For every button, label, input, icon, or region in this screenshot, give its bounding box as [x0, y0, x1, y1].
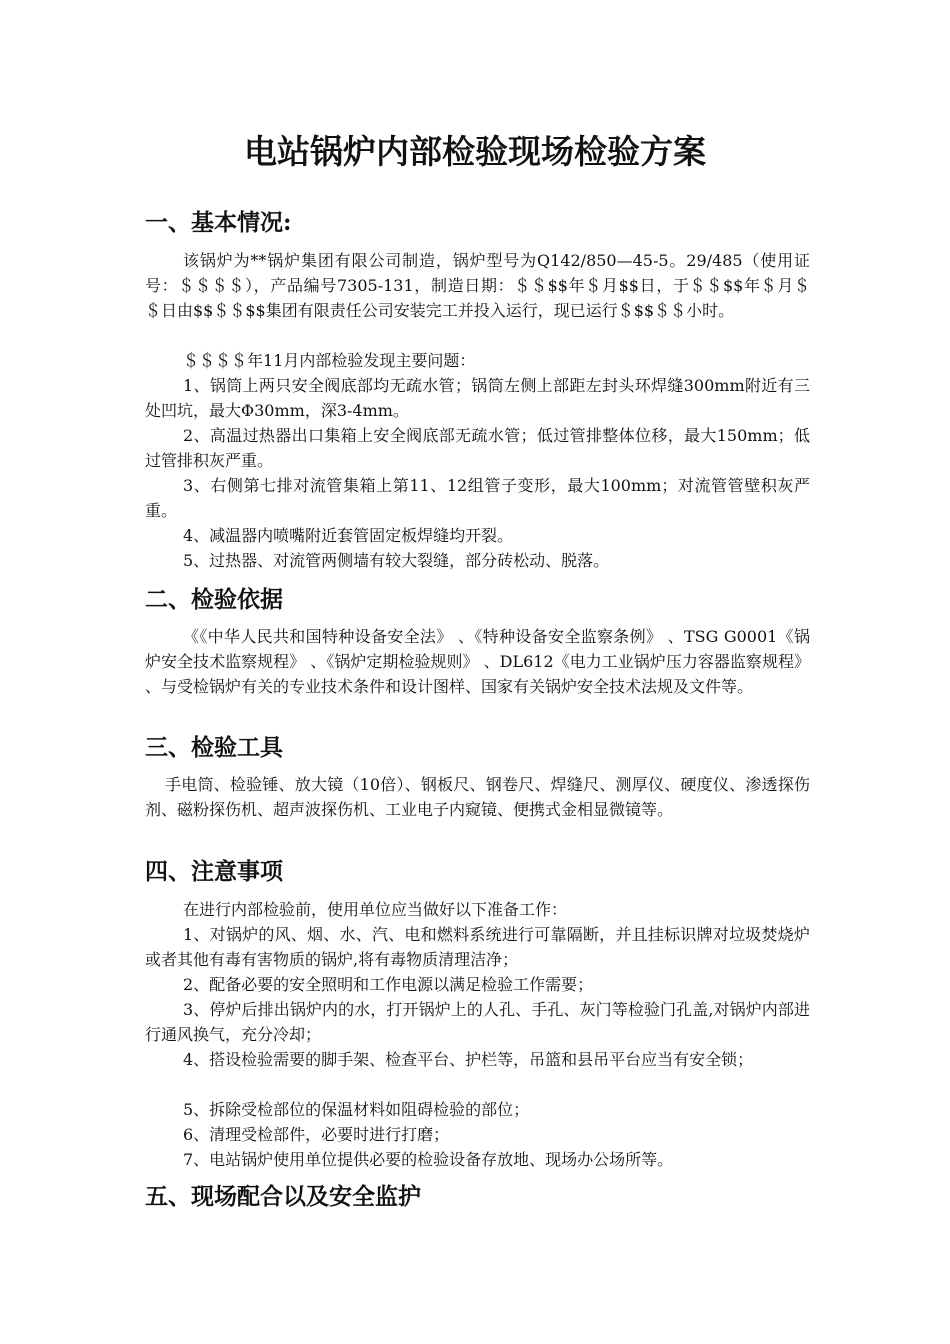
- section-1-heading: 一、基本情况:: [145, 209, 292, 236]
- section-1-issue-item: 5、过热器、对流管两侧墙有较大裂缝，部分砖松动、脱落。: [183, 551, 610, 570]
- document-title: 电站锅炉内部检验现场检验方案: [244, 132, 706, 171]
- section-1-paragraph: 该锅炉为**锅炉集团有限公司制造，锅炉型号为Q142/850—45-5。29/485（使用证号：＄＄＄＄），产品编号7305-131，制造日期：＄＄$$年＄月$$日，于＄＄$$年＄月＄＄日由$$＄＄$$集团有限责任公司安装完工并投入运行，现已运行＄$$＄＄小时。: [145, 251, 810, 320]
- section-4-item: 5、拆除受检部位的保温材料如阻碍检验的部位；: [183, 1100, 530, 1119]
- section-4-item: 6、清理受检部件，必要时进行打磨；: [183, 1125, 450, 1144]
- section-4-item: 7、电站锅炉使用单位提供必要的检验设备存放地、现场办公场所等。: [183, 1150, 674, 1169]
- section-4-intro: 在进行内部检验前，使用单位应当做好以下准备工作：: [183, 900, 568, 919]
- section-1-issue-item: 3、右侧第七排对流管集箱上第11、12组管子变形，最大100mm；对流管管壁积灰严重。: [145, 476, 810, 520]
- section-4-item: 4、搭设检验需要的脚手架、检查平台、护栏等，吊篮和县吊平台应当有安全锁；: [183, 1050, 754, 1069]
- section-4-heading: 四、注意事项: [145, 858, 283, 885]
- section-3-heading: 三、检验工具: [145, 734, 283, 761]
- section-4-item: 3、停炉后排出锅炉内的水，打开锅炉上的人孔、手孔、灰门等检验门孔盖,对锅炉内部进行通风换气，充分冷却；: [145, 1000, 810, 1044]
- section-5-heading: 五、现场配合以及安全监护: [145, 1183, 421, 1210]
- section-1-issue-item: 4、减温器内喷嘴附近套管固定板焊缝均开裂。: [183, 526, 514, 545]
- section-1-issue-item: 2、高温过热器出口集箱上安全阀底部无疏水管；低过管排整体位移，最大150mm；低过管排积灰严重。: [145, 426, 810, 470]
- section-2-heading: 二、检验依据: [145, 586, 283, 613]
- section-4-item: 2、配备必要的安全照明和工作电源以满足检验工作需要；: [183, 975, 594, 994]
- section-3-paragraph: 手电筒、检验锤、放大镜（10倍）、钢板尺、钢卷尺、焊缝尺、测厚仪、硬度仪、渗透探伤剂、磁粉探伤机、超声波探伤机、工业电子内窥镜、便携式金相显微镜等。: [145, 775, 810, 819]
- section-1-issue-item: 1、锅筒上两只安全阀底部均无疏水管；锅筒左侧上部距左封头环焊缝300mm附近有三处凹坑，最大Φ30mm，深3-4mm。: [145, 376, 810, 420]
- section-1-issues-intro: ＄＄＄＄年11月内部检验发现主要问题：: [183, 351, 476, 370]
- section-4-item: 1、对锅炉的风、烟、水、汽、电和燃料系统进行可靠隔断，并且挂标识牌对垃圾焚烧炉或者其他有毒有害物质的锅炉,将有毒物质清理洁净；: [145, 925, 810, 969]
- section-2-paragraph: 《《中华人民共和国特种设备安全法》 、《特种设备安全监察条例》 、TSG G0001《锅炉安全技术监察规程》 、《锅炉定期检验规则》 、DL612《电力工业锅炉压力容器监察规程》 、与受检锅炉有关的专业技术条件和设计图样、国家有关锅炉安全技术法规及文件等。: [145, 627, 810, 696]
